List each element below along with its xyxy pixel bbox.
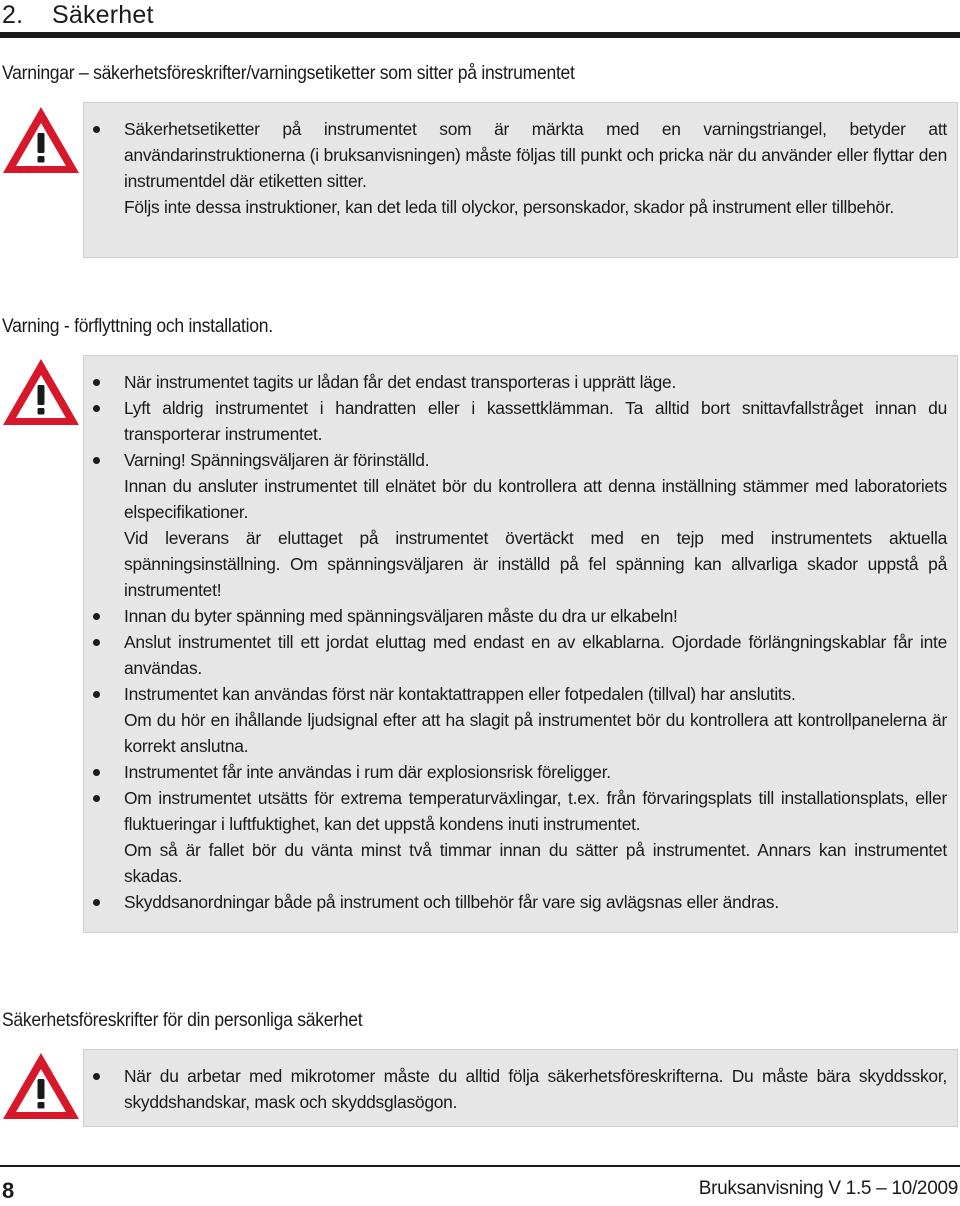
bullet-icon	[93, 405, 100, 412]
list-item-text: Följs inte dessa instruktioner, kan det leda till olyckor, personskador, skador på instrument eller tillbehör.	[124, 197, 894, 217]
warning-box-transport	[83, 355, 958, 933]
bullet-icon	[93, 613, 100, 620]
list-item-text: Vid leverans är eluttaget på instrumentet övertäckt med en tejp med instrumentets aktuella spänningsinställning. Om spänningsväljaren är inställd på fel spänning kan allvarliga skador uppstå på instrumentet!	[124, 528, 947, 600]
list-item	[84, 603, 957, 629]
warning-box-personal	[83, 1049, 958, 1127]
bullet-icon	[93, 639, 100, 646]
bullet-icon	[93, 379, 100, 386]
list-item-text: Säkerhetsetiketter på instrumentet som är märkta med en varningstriangel, betyder att användarinstruktionerna (i bruksanvisningen) måste följas till punkt och pricka när du använder eller flyttar den instrumentdel där etiketten sitter.	[124, 119, 947, 191]
section-heading-transport: Varning - förflyttning och installation.	[2, 315, 273, 337]
bullet-icon	[93, 769, 100, 776]
warning-triangle-icon	[0, 104, 82, 176]
list-item	[84, 447, 957, 603]
page-number: 8	[2, 1178, 15, 1203]
bullet-icon	[93, 126, 100, 133]
list-item	[84, 889, 957, 915]
list-item-text: Om instrumentet utsätts för extrema temperaturväxlingar, t.ex. från förvaringsplats till installationsplats, eller fluktueringar i luftfuktighet, kan det uppstå kondens inuti instrumentet.	[124, 788, 947, 834]
bullet-icon	[93, 899, 100, 906]
list-item-text: Skyddsanordningar både på instrument och tillbehör får vare sig avlägsnas eller ändras.	[124, 892, 779, 912]
list-item-text: Om så är fallet bör du vänta minst två timmar innan du sätter på instrumentet. Annars kan instrumentet skadas.	[124, 840, 947, 886]
list-item	[84, 395, 957, 447]
warning-list	[84, 1063, 957, 1115]
bullet-icon	[93, 795, 100, 802]
footer-text: Bruksanvisning V 1.5 – 10/2009	[698, 1178, 958, 1199]
list-item	[84, 759, 957, 785]
warning-triangle-icon	[0, 1050, 82, 1122]
chapter-rule	[0, 32, 960, 38]
bullet-icon	[93, 457, 100, 464]
warning-box-labels	[83, 102, 958, 258]
footer-rule	[0, 1165, 960, 1167]
list-item-text: Varning! Spänningsväljaren är förinställd.	[124, 450, 430, 470]
list-item-text: Instrumentet kan användas först när kontaktattrappen eller fotpedalen (tillval) har anslutits.	[124, 684, 796, 704]
list-item	[84, 1063, 957, 1115]
list-item-text: Innan du byter spänning med spänningsväljaren måste du dra ur elkabeln!	[124, 606, 678, 626]
list-item-text: Anslut instrumentet till ett jordat eluttag med endast en av elkablarna. Ojordade förlängningskablar får inte användas.	[124, 632, 947, 678]
chapter-title	[2, 0, 154, 30]
warning-list	[84, 116, 957, 220]
bullet-icon	[93, 1073, 100, 1080]
list-item-text: Lyft aldrig instrumentet i handratten eller i kassettklämman. Ta alltid bort snittavfallstråget innan du transporterar instrumentet.	[124, 398, 947, 444]
list-item	[84, 785, 957, 889]
warning-list	[84, 369, 957, 915]
chapter-title-text: Säkerhet	[52, 1, 154, 29]
section-heading-personal: Säkerhetsföreskrifter för din personliga säkerhet	[2, 1009, 363, 1031]
list-item	[84, 681, 957, 759]
list-item-text: När du arbetar med mikrotomer måste du alltid följa säkerhetsföreskrifterna. Du måste bära skyddsskor, skyddshandskar, mask och skyddsglasögon.	[124, 1066, 947, 1112]
bullet-icon	[93, 691, 100, 698]
warning-triangle-icon	[0, 356, 82, 428]
list-item-text: Om du hör en ihållande ljudsignal efter att ha slagit på instrumentet bör du kontrollera att kontrollpanelerna är korrekt anslutna.	[124, 710, 947, 756]
list-item	[84, 369, 957, 395]
list-item-text: Instrumentet får inte användas i rum där explosionsrisk föreligger.	[124, 762, 611, 782]
list-item	[84, 629, 957, 681]
list-item-text: Innan du ansluter instrumentet till elnätet bör du kontrollera att denna inställning stämmer med laboratoriets elspecifikationer.	[124, 476, 947, 522]
list-item-text: När instrumentet tagits ur lådan får det endast transporteras i upprätt läge.	[124, 372, 677, 392]
list-item	[84, 116, 957, 220]
chapter-number: 2.	[2, 1, 24, 29]
section-heading-labels: Varningar – säkerhetsföreskrifter/varningsetiketter som sitter på instrumentet	[2, 62, 575, 84]
